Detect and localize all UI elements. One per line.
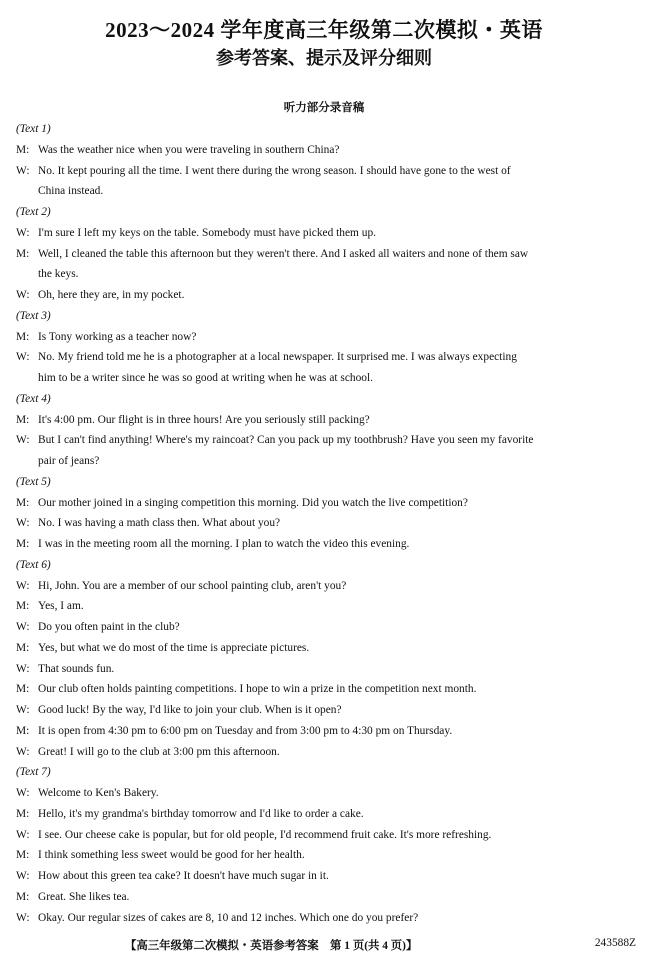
- speaker-label: W:: [16, 164, 30, 177]
- dialogue-line: [16, 285, 638, 306]
- speaker-label: W:: [16, 662, 30, 675]
- utterance-text: No. It kept pouring all the time. I went there during the wrong season. I should have gone to the west of: [38, 164, 511, 177]
- utterance-text: Welcome to Ken's Bakery.: [38, 787, 159, 799]
- dialogue-line: [16, 825, 638, 846]
- speaker-label: M:: [16, 683, 30, 696]
- utterance-text: No. I was having a math class then. What about you?: [38, 517, 281, 530]
- utterance-text: Great. She likes tea.: [38, 890, 130, 903]
- footer-page-info: 【高三年级第二次模拟・英语参考答案 第 1 页(共 4 页)】: [125, 940, 418, 952]
- dialogue-line: [16, 493, 638, 514]
- text-label: (Text 7): [16, 766, 51, 779]
- utterance-text: I'm sure I left my keys on the table. Somebody must have picked them up.: [38, 226, 377, 239]
- dialogue-continuation: the keys.: [38, 268, 79, 281]
- speaker-label: W:: [16, 579, 30, 592]
- dialogue-line: [16, 244, 638, 265]
- utterance-text: It's 4:00 pm. Our flight is in three hours! Are you seriously still packing?: [38, 413, 370, 426]
- speaker-label: M:: [16, 538, 30, 550]
- speaker-label: M:: [16, 600, 30, 613]
- dialogue-line: [16, 638, 638, 659]
- utterance-text: Oh, here they are, in my pocket.: [38, 289, 185, 301]
- dialogue-line: [16, 679, 638, 700]
- utterance-text: It is open from 4:30 pm to 6:00 pm on Tuesday and from 3:00 pm to 4:30 pm on Thursday.: [38, 724, 453, 737]
- dialogue-line: [16, 866, 638, 887]
- speaker-label: M:: [16, 413, 30, 426]
- dialogue-line: [16, 804, 638, 825]
- dialogue-line: [16, 783, 638, 804]
- dialogue-line: [16, 410, 638, 431]
- speaker-label: M:: [16, 849, 30, 862]
- speaker-label: W:: [16, 911, 30, 924]
- speaker-label: M:: [16, 890, 30, 903]
- dialogue-line: [16, 140, 638, 161]
- dialogue-continuation: pair of jeans?: [38, 455, 100, 467]
- dialogue-line: [16, 845, 638, 866]
- text-label: (Text 2): [16, 206, 51, 218]
- utterance-text: How about this green tea cake? It doesn't have much sugar in it.: [38, 870, 329, 882]
- speaker-label: W:: [16, 870, 30, 882]
- speaker-label: W:: [16, 517, 30, 530]
- speaker-label: W:: [16, 621, 30, 633]
- speaker-label: W:: [16, 745, 30, 758]
- dialogue-line: [16, 161, 638, 182]
- document-subtitle: 参考答案、提示及评分细则: [216, 48, 432, 68]
- dialogue-line: [16, 327, 638, 348]
- dialogue-line: [16, 721, 638, 742]
- speaker-label: W:: [16, 828, 30, 841]
- utterance-text: Okay. Our regular sizes of cakes are 8, 10 and 12 inches. Which one do you prefer?: [38, 911, 419, 924]
- text-label: (Text 5): [16, 475, 51, 488]
- dialogue-line: [16, 576, 638, 597]
- utterance-text: Was the weather nice when you were traveling in southern China?: [38, 143, 340, 156]
- speaker-label: M:: [16, 641, 30, 654]
- dialogue-line: [16, 430, 638, 451]
- speaker-label: M:: [16, 807, 30, 820]
- utterance-text: That sounds fun.: [38, 662, 115, 675]
- dialogue-line: [16, 908, 638, 929]
- dialogue-line: [16, 887, 638, 908]
- utterance-text: Do you often paint in the club?: [38, 621, 180, 633]
- speaker-label: W:: [16, 787, 30, 799]
- utterance-text: But I can't find anything! Where's my raincoat? Can you pack up my toothbrush? Have you seen my favorite: [38, 434, 534, 447]
- speaker-label: W:: [16, 289, 30, 301]
- dialogue-line: [16, 223, 638, 244]
- utterance-text: Hello, it's my grandma's birthday tomorrow and I'd like to order a cake.: [38, 807, 364, 820]
- document-title: 2023～2024 学年度高三年级第二次模拟・英语: [105, 18, 543, 42]
- dialogue-line: [16, 659, 638, 680]
- speaker-label: W:: [16, 351, 30, 364]
- utterance-text: No. My friend told me he is a photographer at a local newspaper. It surprised me. I was always expecting: [38, 351, 517, 364]
- speaker-label: M:: [16, 247, 30, 260]
- text-label: (Text 4): [16, 392, 51, 405]
- speaker-label: W:: [16, 226, 30, 239]
- speaker-label: M:: [16, 143, 30, 156]
- utterance-text: Yes, but what we do most of the time is appreciate pictures.: [38, 641, 310, 654]
- dialogue-line: [16, 347, 638, 368]
- dialogue-line: [16, 513, 638, 534]
- utterance-text: Our club often holds painting competitions. I hope to win a prize in the competition next month.: [38, 683, 477, 696]
- text-label: (Text 6): [16, 558, 51, 571]
- speaker-label: M:: [16, 724, 30, 737]
- dialogue-line: [16, 534, 638, 555]
- speaker-label: M:: [16, 496, 30, 509]
- utterance-text: I was in the meeting room all the morning. I plan to watch the video this evening.: [38, 538, 410, 550]
- transcript-body: [16, 119, 638, 928]
- utterance-text: Is Tony working as a teacher now?: [38, 330, 197, 343]
- utterance-text: Our mother joined in a singing competition this morning. Did you watch the live competition?: [38, 496, 468, 509]
- dialogue-line: [16, 596, 638, 617]
- speaker-label: W:: [16, 434, 30, 447]
- dialogue-line: [16, 700, 638, 721]
- dialogue-continuation: China instead.: [38, 185, 104, 198]
- footer-code: 243588Z: [594, 937, 636, 949]
- utterance-text: Well, I cleaned the table this afternoon but they weren't there. And I asked all waiters and none of them saw: [38, 247, 529, 260]
- speaker-label: M:: [16, 330, 30, 343]
- utterance-text: Hi, John. You are a member of our school painting club, aren't you?: [38, 579, 347, 592]
- text-label: (Text 1): [16, 123, 51, 135]
- section-heading: 听力部分录音稿: [283, 102, 365, 114]
- text-label: (Text 3): [16, 309, 51, 322]
- utterance-text: I think something less sweet would be good for her health.: [38, 849, 305, 862]
- utterance-text: Great! I will go to the club at 3:00 pm this afternoon.: [38, 745, 280, 758]
- speaker-label: W:: [16, 704, 30, 716]
- dialogue-line: [16, 617, 638, 638]
- dialogue-line: [16, 742, 638, 763]
- utterance-text: Yes, I am.: [38, 600, 84, 613]
- utterance-text: Good luck! By the way, I'd like to join your club. When is it open?: [38, 704, 342, 716]
- utterance-text: I see. Our cheese cake is popular, but for old people, I'd recommend fruit cake. It's more refreshing.: [38, 828, 492, 841]
- dialogue-continuation: him to be a writer since he was so good at writing when he was at school.: [38, 372, 373, 384]
